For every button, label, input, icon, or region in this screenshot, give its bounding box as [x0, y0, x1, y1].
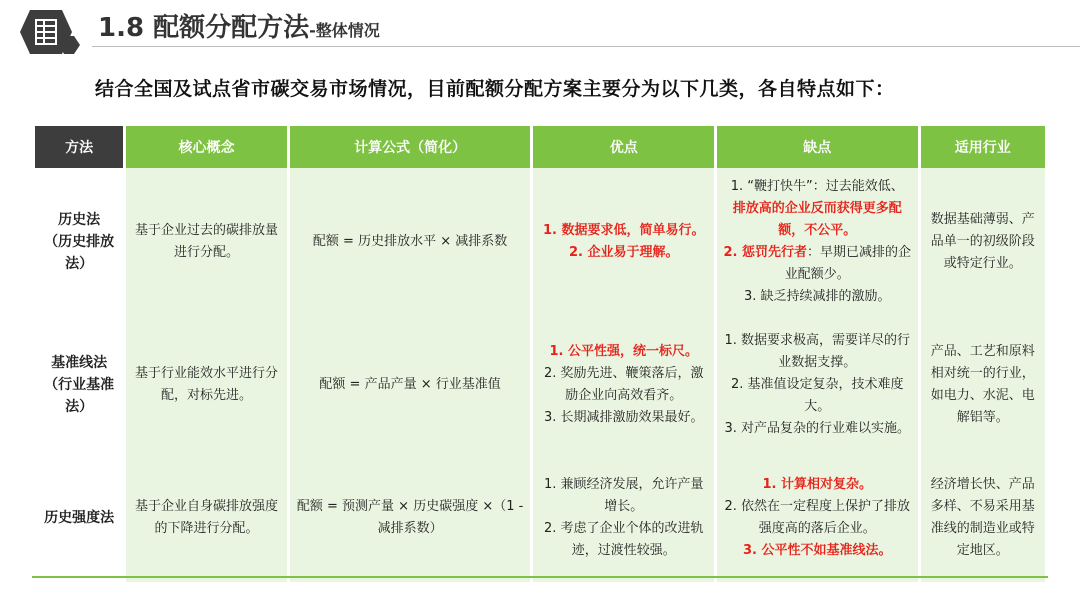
- cons-item: 3. 缺乏持续减排的激励。: [744, 289, 891, 304]
- cons-item: 排放高的企业反而获得更多配额，不公平。: [732, 201, 902, 238]
- pros-item: 2. 考虑了企业个体的改进轨迹，过渡性较强。: [543, 521, 704, 558]
- pros-cell: [533, 454, 714, 582]
- header-concept: 核心概念: [126, 126, 286, 168]
- cons-item: 1. “鞭打快牛”：过去能效低、: [730, 179, 904, 194]
- pros-item: 1. 兼顾经济发展，允许产量增长。: [543, 477, 704, 514]
- concept-cell: 基于企业自身碳排放强度的下降进行分配。: [126, 454, 286, 582]
- method-name: 基准线法 （行业基准法）: [44, 355, 115, 415]
- cons-item: 3. 对产品复杂的行业难以实施。: [724, 421, 911, 436]
- table-row: [35, 168, 1045, 316]
- table-logo-icon: [20, 10, 80, 54]
- industry-cell: 数据基础薄弱、产品单一的初级阶段或特定行业。: [921, 168, 1045, 316]
- table-row: [35, 316, 1045, 454]
- industry-cell: 经济增长快、产品多样、不易采用基准线的制造业或特定地区。: [921, 454, 1045, 582]
- pros-cell: [533, 316, 714, 454]
- pros-cell: [533, 168, 714, 316]
- table-row: [35, 454, 1045, 582]
- intro-text: 结合全国及试点省市碳交易市场情况，目前配额分配方案主要分为以下几类，各自特点如下：: [95, 78, 895, 100]
- header-cons: 缺点: [717, 126, 918, 168]
- pros-item: 1. 公平性强，统一标尺。: [549, 344, 698, 359]
- method-cell: [35, 168, 123, 316]
- cons-item: [723, 242, 912, 286]
- cons-item-highlight: 2. 惩罚先行者: [723, 245, 808, 260]
- method-name: 历史法 （历史排放法）: [44, 212, 115, 272]
- formula-cell: 配额 = 预测产量 × 历史碳强度 ×（1 - 减排系数）: [290, 454, 531, 582]
- concept-cell: 基于行业能效水平进行分配，对标先进。: [126, 316, 286, 454]
- pros-item: 2. 企业易于理解。: [568, 245, 679, 260]
- cons-item: 1. 计算相对复杂。: [762, 477, 873, 492]
- pros-item: 1. 数据要求低，简单易行。: [542, 223, 705, 238]
- cons-item: 1. 数据要求极高，需要详尽的行业数据支撑。: [724, 333, 911, 370]
- allocation-methods-table: [32, 126, 1048, 582]
- industry-cell: 产品、工艺和原料相对统一的行业，如电力、水泥、电解铝等。: [921, 316, 1045, 454]
- table-bottom-border: [32, 576, 1048, 578]
- pros-item: 2. 奖励先进、鞭策落后，激励企业向高效看齐。: [543, 366, 704, 403]
- cons-item: 2. 基准值设定复杂，技术难度大。: [731, 377, 904, 414]
- method-cell: [35, 316, 123, 454]
- cons-cell: [717, 168, 918, 316]
- formula-cell: 配额 = 产品产量 × 行业基准值: [290, 316, 531, 454]
- table-header-row: [35, 126, 1045, 168]
- header-industry: 适用行业: [921, 126, 1045, 168]
- page-title-main: 1.8 配额分配方法: [98, 13, 310, 43]
- slide-header: [0, 0, 1080, 62]
- cons-item-rest: ：早期已减排的企业配额少。: [784, 245, 912, 282]
- method-cell: [35, 454, 123, 582]
- header-pros: 优点: [533, 126, 714, 168]
- cons-item: 3. 公平性不如基准线法。: [743, 543, 892, 558]
- method-name: 历史强度法: [44, 510, 115, 526]
- page-title: [98, 10, 380, 49]
- pros-item: 3. 长期减排激励效果最好。: [543, 410, 704, 425]
- cons-cell: [717, 316, 918, 454]
- header-formula: 计算公式（简化）: [290, 126, 531, 168]
- cons-item: 2. 依然在一定程度上保护了排放强度高的落后企业。: [724, 499, 911, 536]
- page-title-sub: -整体情况: [309, 21, 380, 40]
- header-divider: [92, 46, 1080, 47]
- header-method: 方法: [35, 126, 123, 168]
- cons-cell: [717, 454, 918, 582]
- concept-cell: 基于企业过去的碳排放量进行分配。: [126, 168, 286, 316]
- formula-cell: 配额 = 历史排放水平 × 减排系数: [290, 168, 531, 316]
